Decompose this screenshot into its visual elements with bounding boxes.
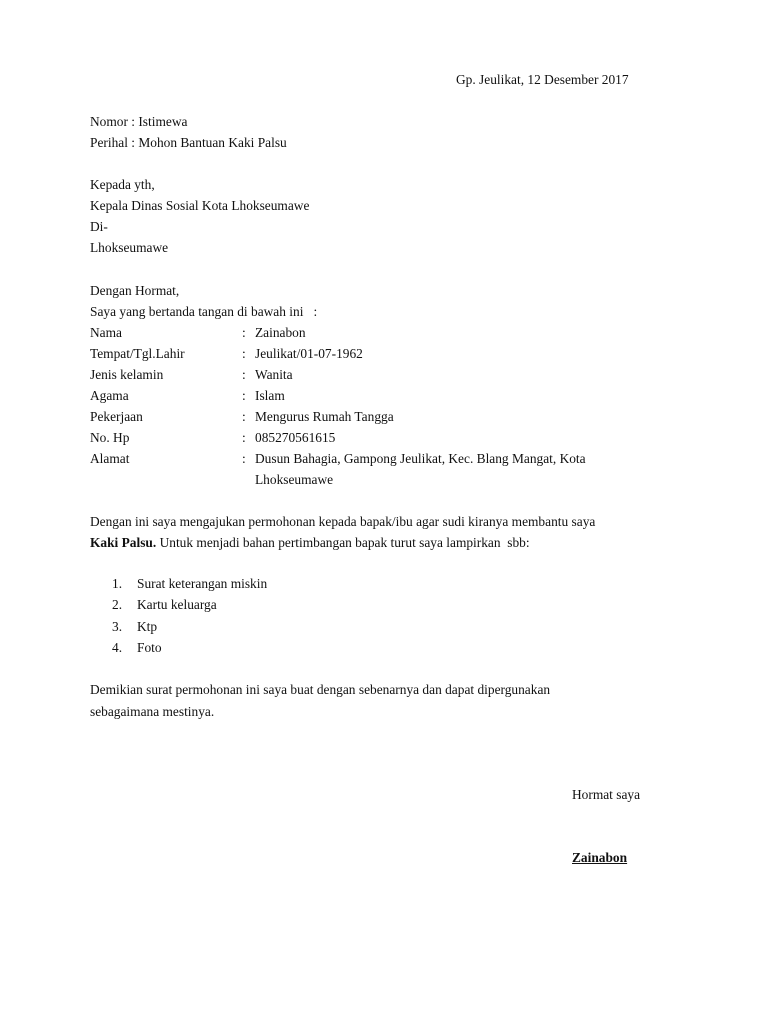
recipient-city: Lhokseumawe — [90, 240, 169, 255]
signoff: Hormat saya — [572, 787, 641, 802]
field-label-religion: Agama — [90, 388, 129, 403]
field-label-occupation: Pekerjaan — [90, 409, 143, 424]
field-value-occupation: Mengurus Rumah Tangga — [255, 409, 394, 424]
field-label-phone: No. Hp — [90, 430, 130, 445]
field-label-nama: Nama — [90, 325, 122, 340]
field-value-address-cont: Lhokseumawe — [255, 472, 334, 487]
request-line-2-rest: Untuk menjadi bahan pertimbangan bapak turut saya lampirkan sbb: — [156, 535, 530, 550]
attachment-item: Surat keterangan miskin — [137, 576, 268, 591]
field-label-address: Alamat — [90, 451, 130, 466]
field-colon: : — [242, 388, 246, 403]
field-colon: : — [242, 430, 246, 445]
attachment-number: 2. — [112, 597, 123, 612]
field-colon: : — [242, 346, 246, 361]
attachment-item: Kartu keluarga — [137, 597, 217, 612]
field-value-phone: 085270561615 — [255, 430, 336, 445]
field-colon: : — [242, 409, 246, 424]
recipient-di: Di- — [90, 219, 108, 234]
attachment-number: 1. — [112, 576, 123, 591]
field-label-gender: Jenis kelamin — [90, 367, 164, 382]
field-value-religion: Islam — [255, 388, 285, 403]
field-value-birth: Jeulikat/01-07-1962 — [255, 346, 363, 361]
field-label-birth: Tempat/Tgl.Lahir — [90, 346, 185, 361]
letter-subject: Perihal : Mohon Bantuan Kaki Palsu — [90, 135, 287, 150]
field-colon: : — [242, 451, 246, 466]
greeting: Dengan Hormat, — [90, 283, 180, 298]
attachment-number: 4. — [112, 640, 123, 655]
letter-date: Gp. Jeulikat, 12 Desember 2017 — [456, 72, 629, 87]
field-value-nama: Zainabon — [255, 325, 306, 340]
letter-number: Nomor : Istimewa — [90, 114, 188, 129]
request-line-1: Dengan ini saya mengajukan permohonan kepada bapak/ibu agar sudi kiranya membantu saya — [90, 514, 596, 529]
attachment-item: Ktp — [137, 619, 158, 634]
field-colon: : — [242, 325, 246, 340]
request-item-bold: Kaki Palsu. — [90, 535, 157, 550]
closing-line-2: sebagaimana mestinya. — [90, 704, 215, 719]
recipient-name: Kepala Dinas Sosial Kota Lhokseumawe — [90, 198, 310, 213]
attachment-item: Foto — [137, 640, 162, 655]
signature-name: Zainabon — [572, 850, 628, 865]
recipient-salutation: Kepada yth, — [90, 177, 155, 192]
request-line-2 — [90, 536, 530, 549]
field-colon: : — [242, 367, 246, 382]
attachment-number: 3. — [112, 619, 123, 634]
closing-line-1: Demikian surat permohonan ini saya buat dengan sebenarnya dan dapat dipergunakan — [90, 682, 551, 697]
field-value-address: Dusun Bahagia, Gampong Jeulikat, Kec. Blang Mangat, Kota — [255, 451, 586, 466]
field-value-gender: Wanita — [255, 367, 293, 382]
intro-text: Saya yang bertanda tangan di bawah ini : — [90, 304, 318, 319]
